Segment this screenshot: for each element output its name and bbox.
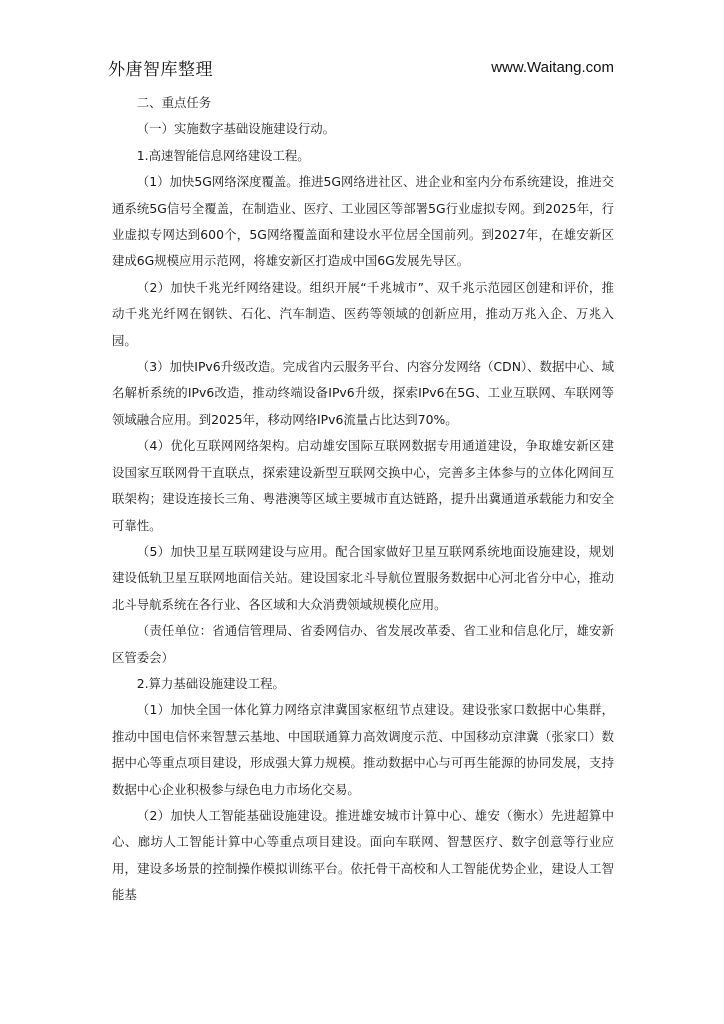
item-title: 1.高速智能信息网络建设工程。	[136, 147, 310, 163]
item-title: 2.算力基础设施建设工程。	[136, 675, 285, 691]
sub-heading: （一）实施数字基础设施建设行动。	[136, 121, 336, 137]
paragraph: （1）加快全国一体化算力网络京津冀国家枢纽节点建设。建设张家口数据中心集群，推动中国电信怀来智慧云基地、中国联通算力高效调度示范、中国移动京津冀（张家口）数据中心等重点项目建设，形成强大算力规模。推动数据中心与可再生能源的协同发展，支持数据中心企业积极参与绿色电力市场化交易。	[112, 702, 614, 797]
paragraph: （3）加快IPv6升级改造。完成省内云服务平台、内容分发网络（CDN）、数据中心、域名解析系统的IPv6改造，推动终端设备IPv6升级，探索IPv6在5G、工业互联网、车联网等领域融合应用。到2025年，移动网络IPv6流量占比达到70%。	[112, 359, 614, 427]
paragraph: （2）加快千兆光纤网络建设。组织开展“千兆城市”、双千兆示范园区创建和评价，推动千兆光纤网在钢铁、石化、汽车制造、医药等领域的创新应用，推动万兆入企、万兆入园。	[112, 279, 614, 348]
paragraph: （1）加快5G网络深度覆盖。推进5G网络进社区、进企业和室内分布系统建设，推进交通系统5G信号全覆盖，在制造业、医疗、工业园区等部署5G行业虚拟专网。到2025年，行业虚拟专网达到600个，5G网络覆盖面和建设水平位居全国前列。到2027年，在雄安新区建成6G规模应用示范网，将雄安新区打造成中国6G发展先导区。	[112, 174, 614, 269]
section-heading: 二、重点任务	[136, 95, 212, 110]
brand-name: 外唐智库整理	[108, 59, 213, 80]
website-url[interactable]: www.Waitang.com	[491, 58, 614, 76]
page-header	[108, 52, 614, 82]
paragraph: （2）加快人工智能基础设施建设。推进雄安城市计算中心、雄安（衡水）先进超算中心、廊坊人工智能计算中心等重点项目建设。面向车联网、智慧医疗、数字创意等行业应用，建设多场景的控制操作模拟训练平台。依托骨干高校和人工智能优势企业，建设人工智能基	[112, 807, 614, 903]
responsible-units: （责任单位：省通信管理局、省委网信办、省发展改革委、省工业和信息化厅，雄安新区管委会）	[112, 623, 614, 665]
paragraph: （5）加快卫星互联网建设与应用。配合国家做好卫星互联网系统地面设施建设，规划建设低轨卫星互联网地面信关站。建设国家北斗导航位置服务数据中心河北省分中心，推动北斗导航系统在各行业、各区域和大众消费领域规模化应用。	[112, 543, 614, 612]
document-body	[112, 90, 614, 909]
paragraph: （4）优化互联网网络架构。启动雄安国际互联网数据专用通道建设，争取雄安新区建设国家互联网骨干直联点，探索建设新型互联网交换中心，完善多主体参与的立体化网间互联架构；建设连接长三角、粤港澳等区域主要城市直达链路，提升出冀通道承载能力和安全可靠性。	[112, 438, 614, 533]
